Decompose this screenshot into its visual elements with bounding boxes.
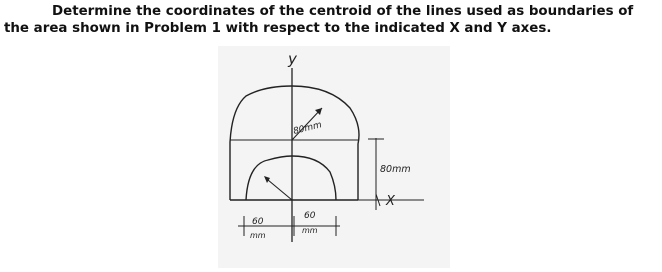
left-width-label-number: 60 [252, 217, 264, 227]
x-axis-label: X [386, 194, 395, 209]
y-axis-label: y [288, 50, 297, 68]
centroid-figure-drawing [218, 46, 450, 268]
inner-width-label-number: 60 [304, 211, 316, 221]
inner-width-label-unit: mm [302, 226, 318, 235]
centroid-figure [218, 46, 450, 268]
height-dimension-label: 80mm [380, 164, 411, 175]
problem-statement: Determine the coordinates of the centroid of the lines used as boundaries of the area shown in Problem 1 with respect to the indicated X and Y axes. [4, 4, 634, 36]
outer-radius-label: 80mm [292, 120, 323, 137]
left-width-label-unit: mm [250, 231, 266, 240]
